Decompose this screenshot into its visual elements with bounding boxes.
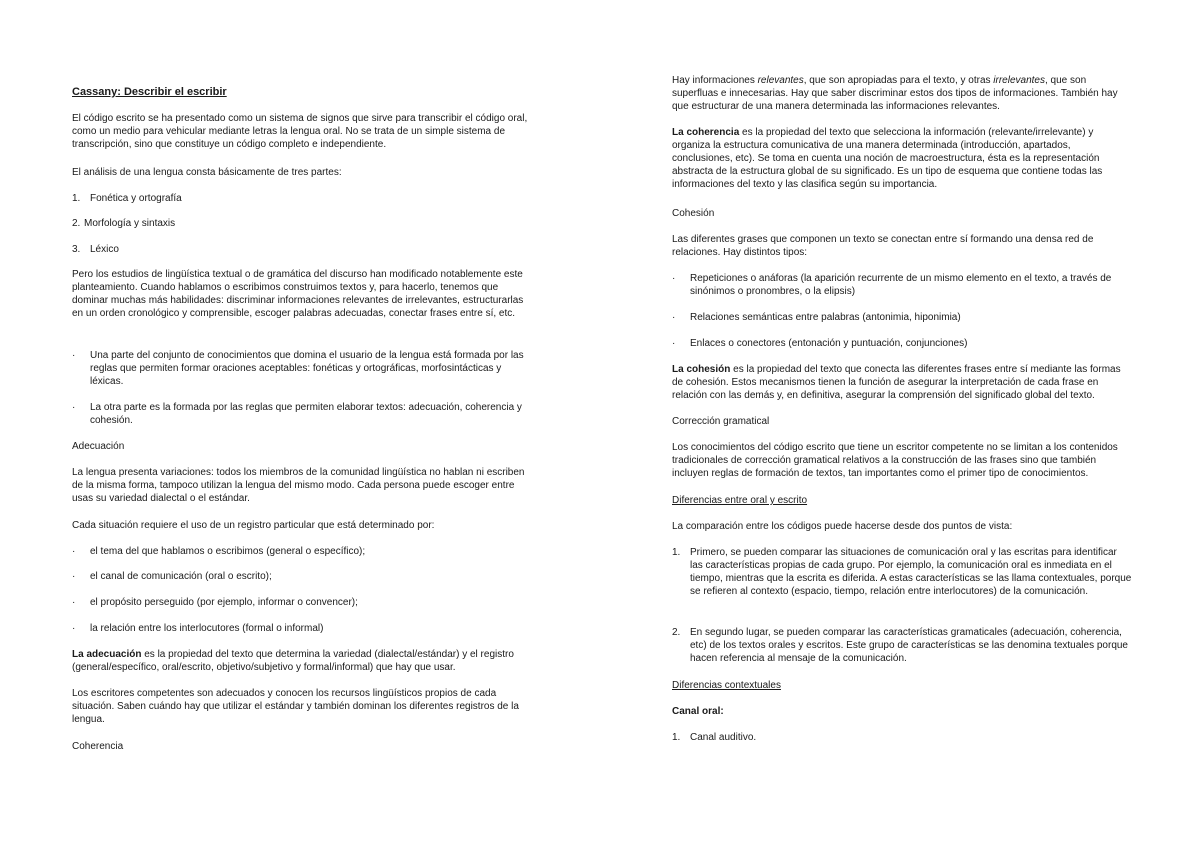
adecuacion-definition bbox=[72, 648, 530, 674]
item-text: Canal auditivo. bbox=[690, 732, 757, 743]
bullet-marker: · bbox=[72, 623, 76, 634]
numbered-item bbox=[672, 546, 1132, 598]
part-number: 3. bbox=[72, 244, 81, 255]
part-text: Léxico bbox=[90, 244, 119, 255]
defined-term: La adecuación bbox=[72, 649, 142, 660]
bullet-item bbox=[72, 622, 530, 635]
text-run: , que son apropiadas para el texto, y otras bbox=[803, 75, 994, 86]
item-number: 1. bbox=[672, 732, 681, 743]
bullet-item bbox=[72, 401, 530, 427]
section-heading-adecuacion: Adecuación bbox=[72, 441, 125, 452]
bullet-marker: · bbox=[72, 402, 76, 413]
italic-term: relevantes bbox=[757, 75, 804, 86]
part-item bbox=[72, 217, 530, 230]
item-text: Primero, se pueden comparar las situaciones de comunicación oral y las escritas para identificar las características propias de cada grupo. Por ejemplo, la comunicación oral es inmediata en el tiempo, mientras que la escrita es diferida. A estas características se las llama contextuales, porque se refieren al contexto (espacio, tiempo, relación entre interlocutores) de la comunicación. bbox=[690, 547, 1132, 597]
item-number: 1. bbox=[672, 547, 681, 558]
definition-text: es la propiedad del texto que selecciona la información (relevante/irrelevante) y organiza la estructura comunicativa de una manera determinada (introducción, apartados, conclusiones, etc). Se toma en cuenta una noción de macroestructura, ésta es la representación abstracta de la estructura global de su significado. Es un tipo de esquema que contiene todas las informaciones del texto y las clasifica según su importancia. bbox=[672, 127, 1103, 190]
cohesion-definition bbox=[672, 363, 1132, 402]
bullet-text: Una parte del conjunto de conocimientos que domina el usuario de la lengua está formada por las reglas que permiten formar oraciones aceptables: fonéticas y ortográficas, morfosintácticas y léxicas. bbox=[90, 350, 524, 387]
item-text: En segundo lugar, se pueden comparar las características gramaticales (adecuación, coherencia, etc) de los textos orales y escritos. Este grupo de características se las denomina textuales porque hacen referencia al mensaje de la comunicación. bbox=[690, 627, 1128, 664]
bullet-text: la relación entre los interlocutores (formal o informal) bbox=[90, 623, 324, 634]
section-heading-contextuales: Diferencias contextuales bbox=[672, 680, 781, 691]
canal-oral-heading: Canal oral: bbox=[672, 706, 724, 717]
part-item bbox=[72, 243, 530, 256]
bullet-text: el tema del que hablamos o escribimos (general o específico); bbox=[90, 546, 366, 557]
numbered-item bbox=[672, 731, 1132, 744]
correccion-paragraph: Los conocimientos del código escrito que tiene un escritor competente no se limitan a los contenidos tradicionales de corrección gramatical relativos a la construcción de las frases sino que también incluyen reglas de formación de textos, tan importantes como el primer tipo de conocimientos. bbox=[672, 442, 1118, 479]
bullet-marker: · bbox=[672, 273, 676, 284]
bullet-marker: · bbox=[72, 350, 76, 361]
bullet-text: el canal de comunicación (oral o escrito); bbox=[90, 571, 272, 582]
section-heading-diferencias: Diferencias entre oral y escrito bbox=[672, 495, 808, 506]
registro-paragraph: Cada situación requiere el uso de un registro particular que está determinado por: bbox=[72, 520, 435, 531]
cohesion-intro-paragraph: Las diferentes grases que componen un texto se conectan entre sí formando una densa red de relaciones. Hay distintos tipos: bbox=[672, 234, 1094, 258]
part-text: Morfología y sintaxis bbox=[84, 218, 176, 229]
defined-term: La coherencia bbox=[672, 127, 740, 138]
item-number: 2. bbox=[672, 627, 681, 638]
text-run: Hay informaciones bbox=[672, 75, 758, 86]
comparacion-paragraph: La comparación entre los códigos puede hacerse desde dos puntos de vista: bbox=[672, 521, 1013, 532]
bullet-item bbox=[72, 349, 530, 388]
bullet-marker: · bbox=[672, 312, 676, 323]
bullet-marker: · bbox=[672, 338, 676, 349]
numbered-item bbox=[672, 626, 1132, 665]
bullet-text: el propósito perseguido (por ejemplo, informar o convencer); bbox=[90, 597, 358, 608]
bullet-text: La otra parte es la formada por las reglas que permiten elaborar textos: adecuación, coherencia y cohesión. bbox=[90, 402, 522, 426]
part-text: Fonética y ortografía bbox=[90, 193, 182, 204]
text-run: , que son superfluas e innecesarias. Hay que saber discriminar estos dos tipos de informaciones. También hay que estructurar de una manera determinada las informaciones relevantes. bbox=[672, 75, 1118, 112]
bullet-text: Enlaces o conectores (entonación y puntuación, conjunciones) bbox=[690, 338, 968, 349]
bullet-marker: · bbox=[72, 597, 76, 608]
part-number: 1. bbox=[72, 193, 81, 204]
bullet-item bbox=[72, 596, 530, 609]
adecuacion-paragraph: La lengua presenta variaciones: todos los miembros de la comunidad lingüística no hablan ni escriben de la misma forma, tampoco utilizan la lengua del mismo modo. Cada persona puede escoger entre usas su variedad dialectal o el estándar. bbox=[72, 467, 525, 504]
bullet-item bbox=[672, 272, 1132, 298]
section-heading-correccion: Corrección gramatical bbox=[672, 416, 770, 427]
section-heading-coherencia: Coherencia bbox=[72, 741, 124, 752]
italic-term: irrelevantes bbox=[993, 75, 1045, 86]
bullet-marker: · bbox=[72, 571, 76, 582]
intro-paragraph: El código escrito se ha presentado como un sistema de signos que sirve para transcribir el código oral, como un medio para vehicular mediante letras la lengua oral. No se trata de un simple sistema de transcripción, sino que constituye un código completo e independiente. bbox=[72, 113, 528, 150]
part-number: 2. bbox=[72, 218, 81, 229]
coherencia-definition bbox=[672, 126, 1132, 191]
bullet-item bbox=[672, 311, 1132, 324]
bullet-item bbox=[672, 337, 1132, 350]
part-item bbox=[72, 192, 530, 205]
definition-text: es la propiedad del texto que conecta las diferentes frases entre sí mediante las formas de cohesión. Estos mecanismos tienen la función de asegurar la interpretación de cada frase en relación con las demás y, en definitiva, asegurar la comprensión del significado global del texto. bbox=[672, 364, 1121, 401]
bullet-text: Repeticiones o anáforas (la aparición recurrente de un mismo elemento en el texto, a través de sinónimos o pronombres, o la elipsis) bbox=[690, 273, 1112, 297]
bullet-item bbox=[72, 545, 530, 558]
bullet-marker: · bbox=[72, 546, 76, 557]
section-heading-cohesion: Cohesión bbox=[672, 208, 715, 219]
escritores-paragraph: Los escritores competentes son adecuados y conocen los recursos lingüísticos propios de cada situación. Saben cuándo hay que utilizar el estándar y también dominan los diferentes registros de la lengua. bbox=[72, 688, 519, 725]
analysis-paragraph: El análisis de una lengua consta básicamente de tres partes: bbox=[72, 167, 342, 178]
informaciones-paragraph bbox=[672, 74, 1132, 113]
bullet-item bbox=[72, 570, 530, 583]
document-title: Cassany: Describir el escribir bbox=[72, 86, 227, 98]
defined-term: La cohesión bbox=[672, 364, 731, 375]
studies-paragraph: Pero los estudios de lingüística textual o de gramática del discurso han modificado notablemente este planteamiento. Cuando hablamos o escribimos construimos textos y, para hacerlo, tenemos que dominar muchas más habilidades: discriminar informaciones relevantes de irrelevantes, estructurarlas en un orden cronológico y comprensible, escoger palabras adecuadas, conectar frases entre sí, etc. bbox=[72, 269, 524, 319]
bullet-text: Relaciones semánticas entre palabras (antonimia, hiponimia) bbox=[690, 312, 961, 323]
definition-text: es la propiedad del texto que determina la variedad (dialectal/estándar) y el registro (general/específico, oral/escrito, objetivo/subjetivo y formal/informal) que hay que usar. bbox=[72, 649, 514, 673]
